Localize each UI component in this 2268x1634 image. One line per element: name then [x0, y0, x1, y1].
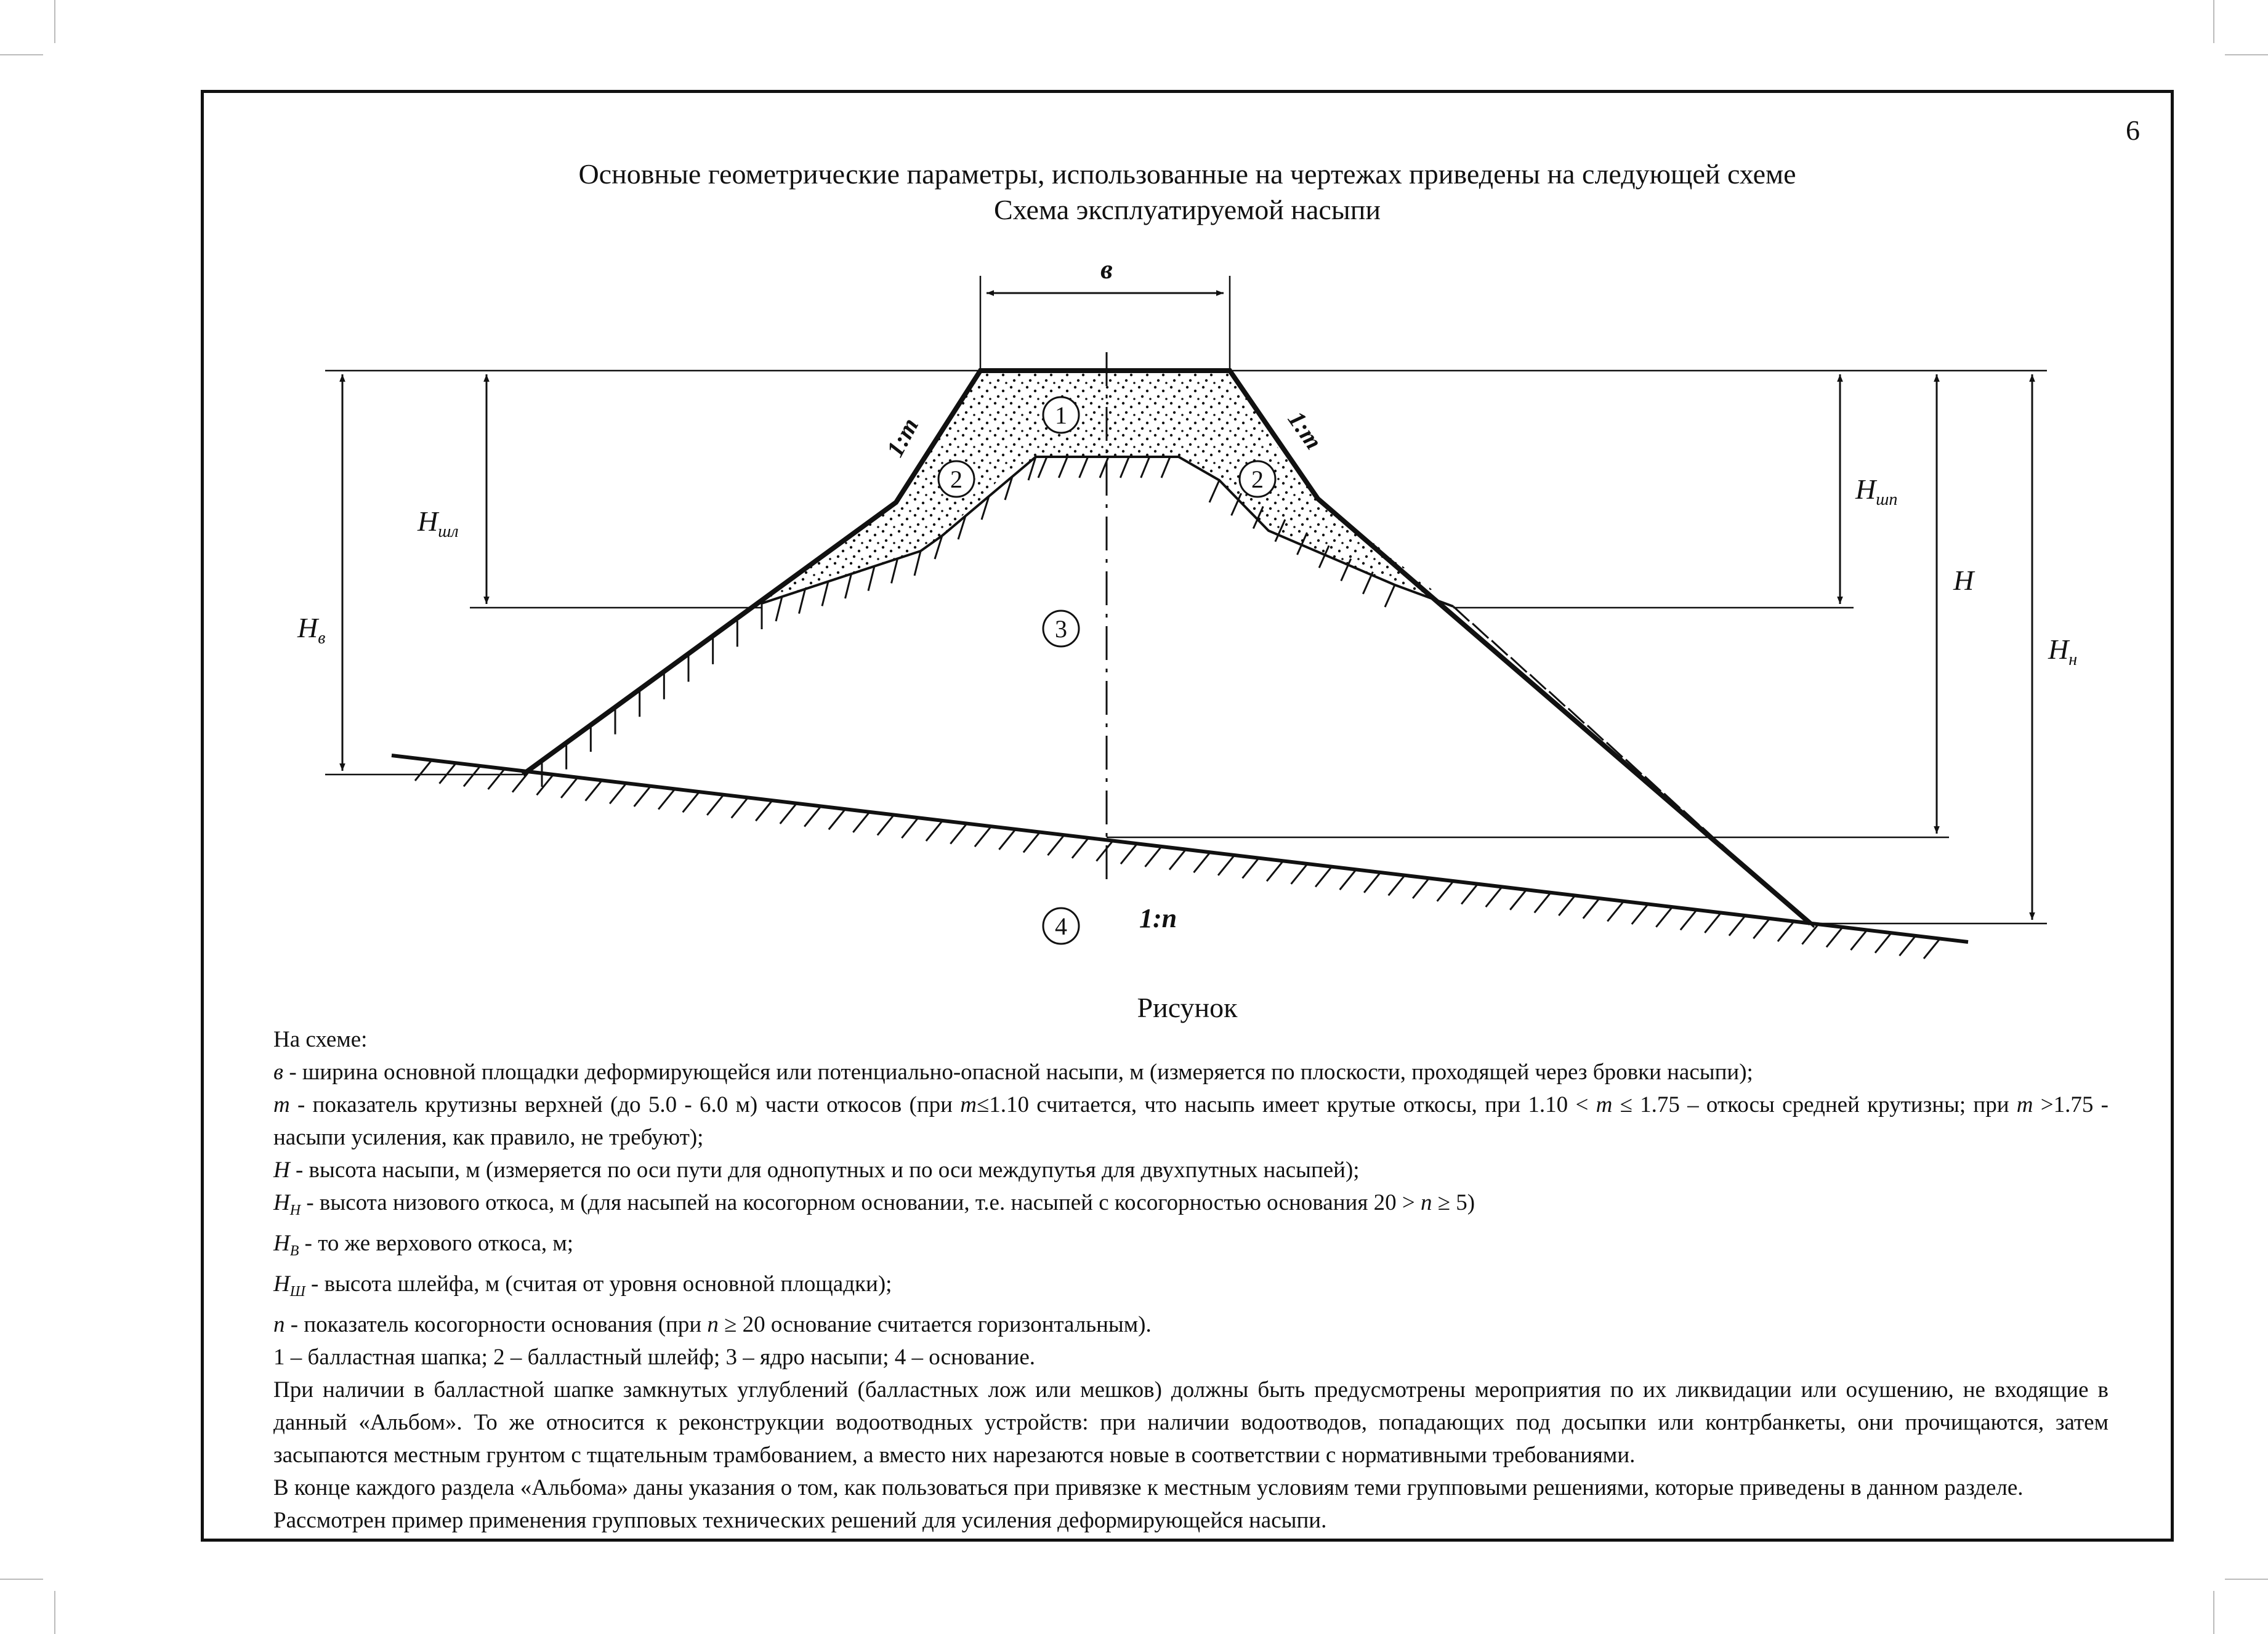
hatch-mark [1364, 873, 1380, 893]
hatch-mark [1072, 839, 1088, 858]
hatch-mark [902, 818, 918, 838]
hatch-mark [1875, 933, 1891, 953]
hatch-mark [950, 824, 966, 844]
hatch-mark [1729, 916, 1745, 936]
note-hv: $H_В$ - то же верхового откоса, м; [273, 1231, 574, 1259]
slope-left-label: 1:m [881, 413, 924, 462]
hatch-mark [707, 795, 723, 815]
hatch-mark [1047, 835, 1063, 855]
hatch-mark [1779, 895, 1795, 910]
hatch-mark [756, 801, 772, 821]
hatch-mark [829, 810, 845, 829]
hatch-mark [845, 574, 852, 598]
hatch-mark [868, 566, 874, 591]
note-n: n - показатель косогорности основания (при n ≥ 20 основание считается горизонтальным). [273, 1312, 1152, 1337]
hatch-mark [1753, 919, 1769, 938]
hatch-mark [1385, 585, 1395, 607]
zone-2-left-label: 2 [950, 465, 962, 493]
note-b: в - ширина основной площадки деформирующейся или потенциально-опасной насыпи, м (измеряется по плоскости, проходящей через бровки насыпи); [273, 1060, 1753, 1085]
notes [273, 1023, 2109, 1537]
hatch-mark [1080, 457, 1088, 478]
hatch-mark [1121, 844, 1137, 864]
hatch-mark [822, 581, 828, 606]
hatch-mark [1096, 842, 1112, 861]
hatch-mark [1798, 912, 1814, 927]
h-shl-label: $H_шл$ [418, 505, 459, 541]
note-m: m - показатель крутизны верхней (до 5.0 - 6.0 м) части откосов (при m≤1.10 считается, что насыпь имеет крутые откосы, при 1.10 < m ≤ 1.75 – откосы средней крутизны; при m >1.75 - насыпи усиления, как правило, не требуют); [273, 1092, 2109, 1150]
slope-hatching [542, 457, 1814, 927]
hatch-mark [1315, 867, 1331, 887]
hatch-mark [488, 770, 504, 789]
hatch-mark [853, 813, 869, 832]
h-v-label: $H_в$ [297, 612, 326, 648]
hatch-mark [1145, 847, 1161, 867]
hatch-mark [1632, 904, 1648, 924]
width-label: в [1100, 254, 1113, 284]
hatch-mark [1038, 457, 1047, 478]
hatch-mark [1760, 879, 1776, 893]
hatch-mark [658, 790, 674, 810]
page-title: Основные геометрические параметры, использованные на чертежах приведены на следующей схеме [578, 158, 1796, 190]
note-para-3: Рассмотрен пример применения групповых технических решений для усиления деформирующейся насыпи. [273, 1508, 1327, 1533]
hatch-mark [1559, 896, 1575, 916]
crop-mark [2225, 1579, 2268, 1580]
crop-mark [0, 1579, 43, 1580]
zone-3-label: 3 [1055, 615, 1067, 643]
h-shp-label: $H_{шп}$ [1855, 473, 1898, 509]
hatch-mark [1194, 853, 1210, 872]
zone-2-right-label: 2 [1251, 465, 1264, 493]
hatch-mark [1826, 927, 1842, 947]
hatch-mark [1209, 480, 1219, 502]
hatch-mark [1778, 922, 1794, 941]
hatch-mark [892, 558, 898, 583]
slope-right-label: 1:m [1282, 406, 1328, 454]
hatch-mark [415, 761, 431, 781]
hatch-mark [1705, 913, 1721, 933]
hatch-mark [1363, 572, 1373, 594]
hatch-mark [1413, 879, 1429, 898]
base-slope-label: 1:n [1139, 903, 1177, 933]
crop-mark [2213, 1591, 2214, 1634]
hatch-mark [878, 816, 894, 835]
hatch-mark [1924, 939, 1940, 959]
hatch-mark [1461, 884, 1477, 904]
hatch-mark [1141, 457, 1150, 478]
hatch-mark [999, 830, 1015, 850]
hatch-mark [732, 799, 748, 818]
hatch-mark [440, 764, 456, 784]
hatch-mark [1656, 908, 1672, 927]
figure-caption: Рисунок [1137, 992, 1238, 1023]
hatch-mark [1437, 882, 1453, 901]
hatch-mark [1169, 850, 1185, 870]
hatch-mark [1267, 861, 1283, 881]
note-para-1: При наличии в балластной шапке замкнутых углублений (балластных лож или мешков) должны быть предусмотрены мероприятия по их ликвидации или осушению, не входящие в данный «Альбом». То же относится к реконструкции водоотводных устройств: при наличии водоотводов, попадающих под досыпки или контрбанкеты, они прочищаются, затем засыпаются местным грунтом с тщательным трамбованием, а вместо них нарезаются новые в соответствии с нормативными требованиями. [273, 1377, 2109, 1468]
hatch-mark [610, 784, 626, 803]
hatch-mark [1340, 870, 1356, 890]
hatch-mark [1218, 856, 1234, 875]
ground-line [392, 755, 1968, 942]
hatch-mark [1607, 901, 1623, 921]
hatch-mark [914, 551, 921, 576]
note-para-2: В конце каждого раздела «Альбома» даны указания о том, как пользоваться при привязке к местным условиям теми групповыми решениями, которые приведены в данном разделе. [273, 1475, 2024, 1500]
hatch-mark [1583, 899, 1599, 919]
hatch-mark [1486, 887, 1502, 907]
hatch-mark [1120, 457, 1129, 478]
h-n-label: $H_н$ [2048, 634, 2078, 669]
zone-4-label: 4 [1055, 912, 1067, 940]
hatch-mark [561, 778, 577, 798]
crop-mark [54, 1591, 55, 1634]
hatch-mark [926, 821, 942, 841]
hatch-mark [1681, 910, 1697, 930]
hatch-mark [512, 773, 528, 792]
hatch-mark [799, 589, 805, 614]
zone-1-label: 1 [1055, 401, 1067, 429]
diagram-title: Схема эксплуатируемой насыпи [994, 194, 1381, 225]
hatch-mark [634, 787, 650, 807]
hatch-mark [537, 775, 553, 795]
hatch-mark [975, 827, 991, 847]
hatch-mark [1161, 457, 1170, 478]
hatch-mark [1535, 893, 1551, 912]
note-legend: 1 – балластная шапка; 2 – балластный шлейф; 3 – ядро насыпи; 4 – основание. [273, 1345, 1036, 1370]
hatch-mark [1291, 864, 1307, 884]
page-number: 6 [2126, 115, 2140, 146]
hatch-mark [1510, 890, 1526, 910]
hatch-mark [464, 767, 480, 786]
note-h: H - высота насыпи, м (измеряется по оси пути для однопутных и по оси междупутья для двухпутных насыпей); [273, 1157, 1360, 1183]
hatch-mark [804, 807, 820, 827]
hatch-mark [683, 792, 699, 812]
hatch-mark [1850, 930, 1866, 950]
note-hsh: $H_Ш$ - высота шлейфа, м (считая от уровня основной площадки); [273, 1271, 892, 1300]
notes-intro: На схеме: [273, 1027, 368, 1052]
hatch-mark [1243, 858, 1259, 878]
hatch-mark [1899, 936, 1915, 956]
hatch-mark [1389, 875, 1405, 895]
hatch-mark [1023, 833, 1039, 853]
hatch-mark [1802, 925, 1818, 944]
hatch-mark [1741, 861, 1757, 876]
hatch-mark [776, 597, 782, 621]
hatch-mark [1059, 457, 1067, 478]
hatch-mark [586, 781, 602, 801]
note-hn: $H_Н$ - высота низового откоса, м (для насыпей на косогорном основании, т.е. насыпей с косогорностью основания 20 > n ≥ 5) [273, 1190, 1475, 1218]
hatch-mark [780, 804, 796, 824]
h-label: H [1953, 565, 1974, 596]
ground-hatching [415, 761, 1940, 959]
